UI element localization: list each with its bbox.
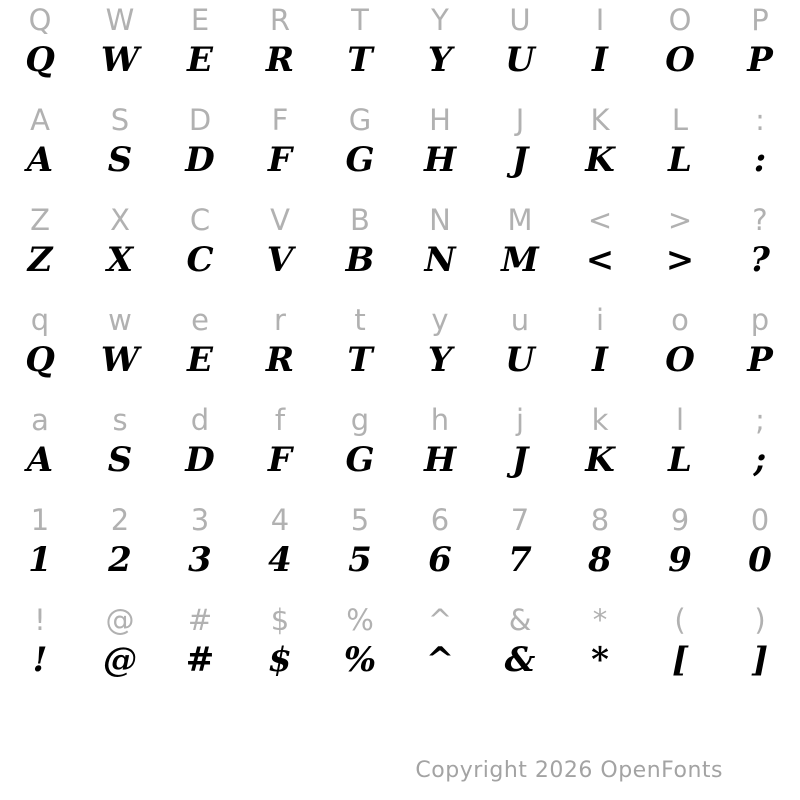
glyph-char: 5 [348,540,372,580]
glyph-char: : [753,140,767,180]
label-char: K [590,103,610,137]
glyph-char: O [665,340,695,380]
glyph-row [0,440,800,480]
label-char: O [668,3,692,37]
label-char: s [112,403,128,437]
label-char: i [595,303,605,337]
glyph-char: Q [25,340,55,380]
glyph-char: P [747,340,773,380]
glyph-char: I [592,340,608,380]
glyph-row [0,240,800,280]
glyph-char: Q [25,40,55,80]
glyph-row [0,40,800,80]
glyph-char: E [187,40,213,80]
label-char: : [755,103,765,137]
glyph-group [0,300,800,400]
label-row [0,103,800,137]
glyph-char: ] [751,640,769,680]
label-char: j [515,403,525,437]
label-char: @ [105,603,135,637]
label-char: > [667,203,693,237]
glyph-char: A [26,440,54,480]
label-char: g [350,403,370,437]
glyph-char: T [347,340,373,380]
label-char: # [187,603,213,637]
label-char: A [30,103,50,137]
label-row [0,303,800,337]
label-char: X [110,203,130,237]
glyph-char: O [665,40,695,80]
label-char: ^ [427,603,453,637]
label-char: S [110,103,130,137]
glyph-char: B [345,240,375,280]
glyph-row [0,540,800,580]
label-char: l [675,403,685,437]
glyph-char: A [26,140,54,180]
glyph-char: J [511,140,529,180]
label-char: 9 [670,503,690,537]
label-char: * [592,603,608,637]
glyph-char: S [107,440,133,480]
label-char: w [108,303,132,337]
glyph-char: D [185,440,215,480]
glyph-char: T [347,40,373,80]
label-row [0,403,800,437]
label-char: J [515,103,525,137]
label-char: I [595,3,605,37]
label-char: q [30,303,50,337]
glyph-group [0,600,800,700]
label-char: D [188,103,212,137]
glyph-char: 0 [748,540,772,580]
glyph-char: G [345,440,375,480]
glyph-group [0,0,800,100]
label-char: V [270,203,290,237]
label-char: Z [30,203,50,237]
label-char: Y [431,3,449,37]
glyph-char: L [668,440,692,480]
label-char: H [429,103,451,137]
label-char: U [509,3,531,37]
label-row [0,503,800,537]
glyph-char: Y [427,340,453,380]
glyph-row [0,140,800,180]
glyph-char: N [424,240,456,280]
copyright-text: Copyright 2026 OpenFonts [415,758,723,783]
glyph-char: 8 [588,540,612,580]
glyph-char: R [265,340,295,380]
label-char: 1 [30,503,50,537]
label-char: B [350,203,370,237]
glyph-char: 6 [428,540,452,580]
glyph-char: C [186,240,214,280]
glyph-char: ; [753,440,767,480]
label-char: P [751,3,769,37]
glyph-char: K [585,440,615,480]
glyph-group [0,500,800,600]
glyph-char: # [185,640,215,680]
glyph-char: ! [32,640,48,680]
glyph-char: > [665,240,695,280]
label-char: ( [674,603,686,637]
glyph-char: V [266,240,294,280]
label-char: u [510,303,530,337]
glyph-char: P [747,40,773,80]
glyph-char: 1 [28,540,52,580]
label-char: % [346,603,374,637]
label-char: & [508,603,532,637]
label-char: < [587,203,613,237]
glyph-char: F [267,140,293,180]
glyph-char: H [423,440,457,480]
glyph-group [0,400,800,500]
glyph-char: W [100,340,140,380]
label-char: M [507,203,533,237]
glyph-char: Z [27,240,53,280]
label-char: T [351,3,369,37]
glyph-char: K [585,140,615,180]
glyph-char: S [107,140,133,180]
label-char: L [671,103,689,137]
glyph-char: J [511,440,529,480]
label-char: Q [28,3,52,37]
glyph-char: F [267,440,293,480]
label-char: r [274,303,286,337]
glyph-char: @ [103,640,137,680]
glyph-char: ^ [425,640,455,680]
label-char: t [354,303,366,337]
label-char: 6 [430,503,450,537]
glyph-char: 2 [108,540,132,580]
glyph-char: * [591,640,609,680]
glyph-char: L [668,140,692,180]
label-char: 5 [350,503,370,537]
label-char: k [591,403,609,437]
label-char: a [31,403,49,437]
glyph-char: & [504,640,536,680]
label-char: 7 [510,503,530,537]
label-char: h [430,403,450,437]
glyph-char: U [505,40,535,80]
glyph-char: Y [427,40,453,80]
label-char: C [189,203,211,237]
label-char: ? [752,203,768,237]
glyph-char: 4 [268,540,292,580]
glyph-char: 9 [668,540,692,580]
label-char: E [190,3,210,37]
label-char: 0 [750,503,770,537]
glyph-group [0,200,800,300]
glyph-char: X [106,240,134,280]
label-char: G [348,103,372,137]
glyph-char: H [423,140,457,180]
label-char: f [274,403,286,437]
glyph-group [0,100,800,200]
label-char: ) [754,603,766,637]
label-char: N [429,203,451,237]
glyph-char: ? [750,240,770,280]
label-char: R [269,3,291,37]
label-char: ! [34,603,46,637]
glyph-char: $ [268,640,292,680]
label-char: W [105,3,135,37]
glyph-char: R [265,40,295,80]
glyph-char: I [592,40,608,80]
label-row [0,203,800,237]
label-char: d [190,403,210,437]
label-char: p [750,303,770,337]
label-char: $ [270,603,290,637]
label-char: 2 [110,503,130,537]
label-char: e [191,303,209,337]
glyph-char: W [100,40,140,80]
glyph-char: D [185,140,215,180]
glyph-char: [ [671,640,689,680]
glyph-char: % [343,640,377,680]
glyph-char: M [501,240,539,280]
glyph-char: 7 [508,540,532,580]
label-char: 4 [270,503,290,537]
glyph-char: 3 [188,540,212,580]
label-char: 3 [190,503,210,537]
glyph-row [0,640,800,680]
glyph-row [0,340,800,380]
label-char: F [271,103,289,137]
glyph-char: < [585,240,615,280]
label-row [0,3,800,37]
label-char: y [431,303,449,337]
label-char: ; [755,403,765,437]
glyph-char: U [505,340,535,380]
label-char: o [671,303,689,337]
label-char: 8 [590,503,610,537]
glyph-char: G [345,140,375,180]
label-row [0,603,800,637]
glyph-char: E [187,340,213,380]
